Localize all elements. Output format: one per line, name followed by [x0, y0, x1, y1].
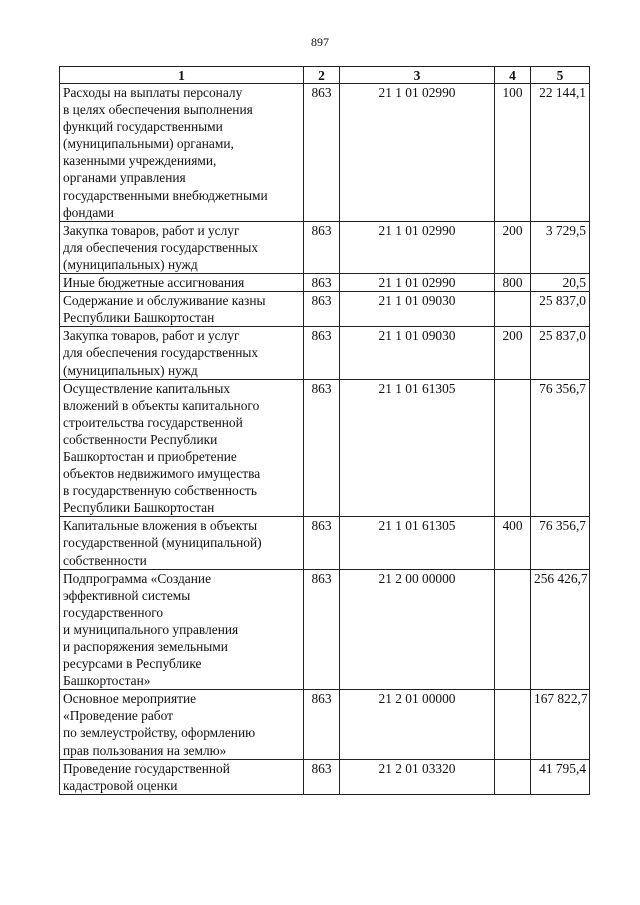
row-target-code: 21 2 01 00000 [340, 690, 495, 759]
row-name: Осуществление капитальных вложений в объекты капитального строительства государственной собственности Республики Башкортостан и приобретение объектов недвижимого имущества в государственную собственность Республики Башкортостан [60, 379, 304, 517]
row-expense-type: 100 [495, 84, 531, 222]
row-target-code: 21 2 00 00000 [340, 569, 495, 690]
row-expense-type: 800 [495, 274, 531, 292]
header-cell-5: 5 [531, 67, 590, 84]
row-ministry-code: 863 [304, 84, 340, 222]
table-row [60, 84, 590, 222]
row-ministry-code: 863 [304, 379, 340, 517]
row-amount: 3 729,5 [531, 221, 590, 273]
row-target-code: 21 1 01 02990 [340, 84, 495, 222]
budget-table [59, 66, 590, 795]
row-target-code: 21 1 01 61305 [340, 379, 495, 517]
row-expense-type: 200 [495, 221, 531, 273]
row-ministry-code: 863 [304, 221, 340, 273]
row-ministry-code: 863 [304, 274, 340, 292]
row-amount: 25 837,0 [531, 327, 590, 379]
row-expense-type [495, 759, 531, 794]
header-cell-2: 2 [304, 67, 340, 84]
row-ministry-code: 863 [304, 292, 340, 327]
page-number: 897 [311, 35, 329, 49]
row-target-code: 21 1 01 02990 [340, 274, 495, 292]
table-row [60, 517, 590, 569]
row-name: Подпрограмма «Создание эффективной системы государственного и муниципального управления и распоряжения земельными ресурсами в Республике Башкортостан» [60, 569, 304, 690]
row-ministry-code: 863 [304, 759, 340, 794]
row-name: Проведение государственной кадастровой оценки [60, 759, 304, 794]
row-name: Капитальные вложения в объекты государственной (муниципальной) собственности [60, 517, 304, 569]
table-row [60, 274, 590, 292]
row-target-code: 21 1 01 09030 [340, 292, 495, 327]
row-expense-type [495, 569, 531, 690]
header-cell-1: 1 [60, 67, 304, 84]
row-amount: 256 426,7 [531, 569, 590, 690]
row-target-code: 21 1 01 61305 [340, 517, 495, 569]
row-target-code: 21 1 01 02990 [340, 221, 495, 273]
table-row [60, 221, 590, 273]
table-row [60, 327, 590, 379]
row-expense-type: 400 [495, 517, 531, 569]
row-amount: 22 144,1 [531, 84, 590, 222]
table-row [60, 292, 590, 327]
row-amount: 76 356,7 [531, 517, 590, 569]
row-ministry-code: 863 [304, 327, 340, 379]
row-expense-type [495, 379, 531, 517]
header-row [60, 67, 590, 84]
row-amount: 167 822,7 [531, 690, 590, 759]
row-name: Иные бюджетные ассигнования [60, 274, 304, 292]
header-cell-3: 3 [340, 67, 495, 84]
row-target-code: 21 1 01 09030 [340, 327, 495, 379]
row-name: Содержание и обслуживание казны Республики Башкортостан [60, 292, 304, 327]
row-name: Закупка товаров, работ и услуг для обеспечения государственных (муниципальных) нужд [60, 221, 304, 273]
table-row [60, 690, 590, 759]
row-ministry-code: 863 [304, 517, 340, 569]
row-ministry-code: 863 [304, 690, 340, 759]
row-amount: 25 837,0 [531, 292, 590, 327]
row-name: Основное мероприятие «Проведение работ по землеустройству, оформлению прав пользования на землю» [60, 690, 304, 759]
header-cell-4: 4 [495, 67, 531, 84]
row-amount: 76 356,7 [531, 379, 590, 517]
row-name: Расходы на выплаты персоналу в целях обеспечения выполнения функций государственными (муниципальными) органами, казенными учреждениями, органами управления государственными внебюджетными фондами [60, 84, 304, 222]
row-expense-type [495, 690, 531, 759]
table-row [60, 759, 590, 794]
row-expense-type: 200 [495, 327, 531, 379]
row-name: Закупка товаров, работ и услуг для обеспечения государственных (муниципальных) нужд [60, 327, 304, 379]
table-row [60, 569, 590, 690]
row-expense-type [495, 292, 531, 327]
row-amount: 41 795,4 [531, 759, 590, 794]
row-amount: 20,5 [531, 274, 590, 292]
row-target-code: 21 2 01 03320 [340, 759, 495, 794]
row-ministry-code: 863 [304, 569, 340, 690]
table-row [60, 379, 590, 517]
